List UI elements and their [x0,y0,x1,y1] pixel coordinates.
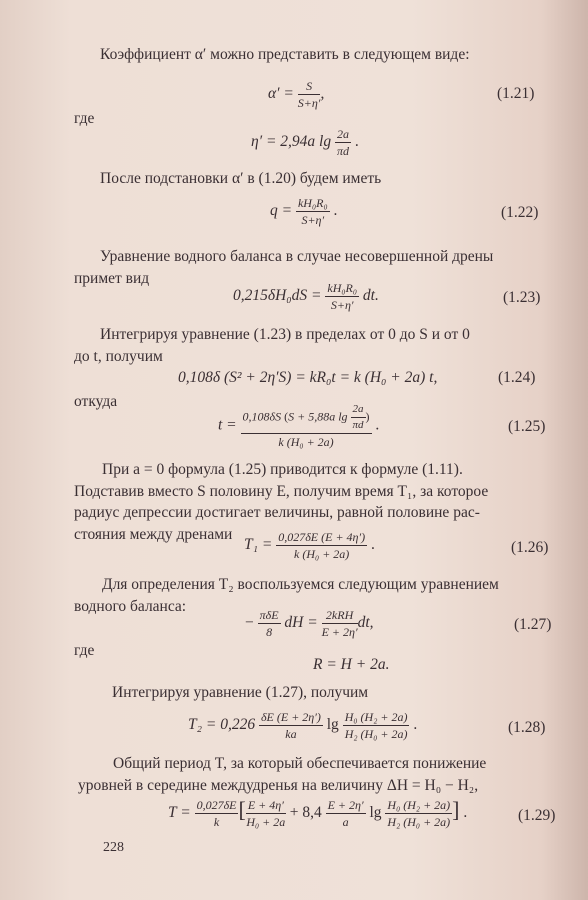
paragraph-case-line-2: Подставив вместо S половину E, получим время T₁, за которое [74,483,489,500]
whence-label: откуда [74,393,118,410]
where-label: где [74,642,95,659]
paragraph-integrate-line-1: Интегрируя уравнение (1.23) в пределах от 0 до S и от 0 [100,326,470,343]
equation-1-21: α′ = $\frac{S}{S+\eta'}$ , [268,79,325,110]
equation-1-22: q = $\frac{\text{kH₀R₀}}{S+\eta'}$ . [270,196,338,227]
equation-number: (1.28) [508,719,546,736]
equation-1-26: T₁ = $\frac{0,027\delta E (E + 4\eta')}{\text{k (H₀ + 2a)}}$ . [244,530,375,561]
equation-1-23: 0,215δH₀dS = $\frac{\text{kH₀R₀}}{S+\eta'}$ dt. [233,281,379,312]
paragraph-intro: Коэффициент α′ можно представить в следующем виде: [100,46,470,63]
paragraph-case-line-4: стояния между дренами [74,526,233,543]
equation-eta: η′ = 2,94a lg $\frac{2a}{\pi d}$ . [251,127,359,158]
equation-number: (1.21) [497,85,535,102]
equation-number: (1.25) [508,418,546,435]
paragraph-case-line-3: радиус депрессии достигает величины, равной половине рас- [74,504,480,521]
paragraph-period-line-1: Общий период T, за который обеспечивается понижение [113,755,487,772]
equation-1-25: t = 0,108δS (S + 5,88a lg $\frac{2a}{\pi d}$ ) k (H₀ + 2a) . [218,403,380,449]
paragraph-t2-line-2: водного баланса: [74,598,187,615]
equation-number: (1.27) [514,616,552,633]
fraction-numerator: S [298,80,321,95]
equation-1-24: 0,108δ (S² + 2η′S) = kR₀t = k (H₀ + 2a) t, [178,369,438,386]
paragraph-balance-line-1: Уравнение водного баланса в случае несовершенной дрены [100,248,494,265]
paragraph-substitution: После подстановки α′ в (1.20) будем иметь [100,170,382,187]
paragraph-t2-line-1: Для определения T₂ воспользуемся следующим уравнением [102,576,499,593]
fraction-denominator: S+η′ [297,96,321,110]
equation-number: (1.23) [503,289,541,306]
equation-number: (1.26) [511,539,549,556]
paragraph-case-line-1: При a = 0 формула (1.25) приводится к формуле (1.11). [102,461,463,478]
equation-1-29: T = $\frac{0,027\delta E}{k}$ [ $\frac{E + 4\eta'}{\text{H₀ + 2a}}$ + 8,4 $\frac{E + 2\eta'}{a}$ lg $\frac{\text{H₀ (H₂ + 2a)}}{\text{H₂ (H₀ + 2a)}}$ ] . [168,797,468,829]
paragraph-period-line-2: уровней в середине междудренья на величину ΔH = H₀ − H₂, [78,777,479,794]
equation-1-28: T₂ = 0,226 $\frac{\delta E (E + 2\eta')}{ka}$ lg $\frac{\text{H₀ (H₂ + 2a)}}{\text{H₂ (H₀ + 2a)}}$ . [188,710,418,741]
equation-number: (1.24) [498,369,536,386]
paragraph-integrate-127: Интегрируя уравнение (1.27), получим [112,684,369,701]
page-number: 228 [103,840,124,855]
paragraph-integrate-line-2: до t, получим [74,348,163,365]
paragraph-balance-line-2: примет вид [74,270,150,287]
equation-number: (1.22) [501,204,539,221]
equation-number: (1.29) [518,807,556,824]
equation-1-27: − $\frac{\text{πδE}}{8}$ dH = $\frac{\text{2kRH}}{E + 2\eta'}$ dt, [245,608,374,639]
where-label: где [74,110,95,127]
equation-r: R = H + 2a. [313,656,390,673]
